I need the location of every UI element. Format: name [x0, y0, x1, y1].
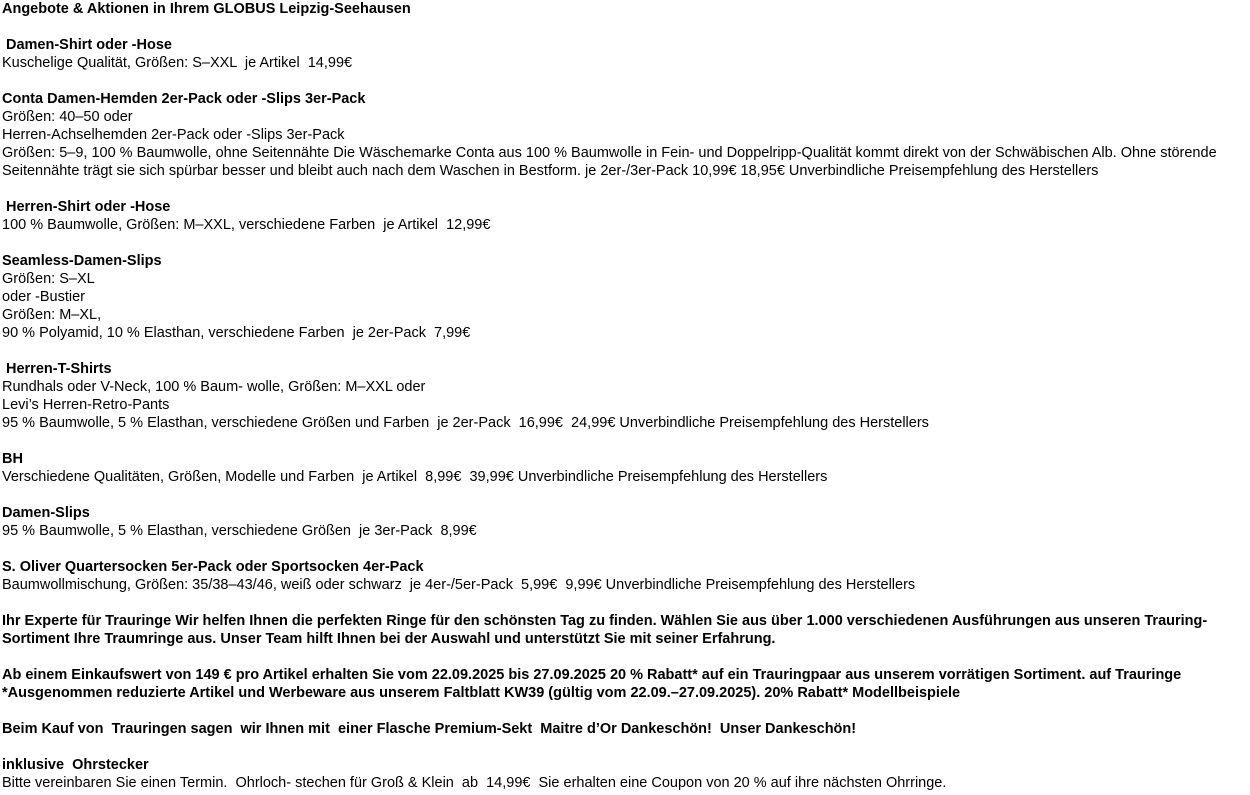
offer-text: Bitte vereinbaren Sie einen Termin. Ohrloch- stechen für Groß & Klein ab 14,99€ Sie erhalten eine Coupon von 20 % auf ihre nächsten Ohrringe. [2, 775, 947, 791]
spacer [2, 738, 1248, 756]
spacer [2, 648, 1248, 666]
offer-conta [2, 90, 1248, 180]
offer-title: inklusive Ohrstecker [2, 757, 149, 773]
offer-text: oder -Bustier [2, 289, 86, 305]
spacer [2, 234, 1248, 252]
offer-bh [2, 450, 1248, 486]
spacer [2, 342, 1248, 360]
offer-title: Herren-Shirt oder -Hose [6, 199, 171, 215]
spacer [2, 72, 1248, 90]
offer-damen-shirt [2, 36, 1248, 72]
offer-title: S. Oliver Quartersocken 5er-Pack oder Sportsocken 4er-Pack [2, 559, 424, 575]
offer-text: Baumwollmischung, Größen: 35/38–43/46, weiß oder schwarz je 4er-/5er-Pack 5,99€ 9,99€ Unverbindliche Preisempfehlung des Herstellers [2, 577, 916, 593]
spacer [2, 432, 1248, 450]
offer-ohrloch [2, 756, 1248, 792]
offer-title: Seamless-Damen-Slips [2, 253, 162, 269]
offer-title: Damen-Shirt oder -Hose [6, 37, 172, 53]
offer-description: Größen: 5–9, 100 % Baumwolle, ohne Seitennähte Die Wäschemarke Conta aus 100 % Baumwolle in Fein- und Doppelripp-Qualität kommt direkt von der Schwäbischen Alb. Ohne störende Seitennähte trägt sie sich spürbar besser und bleibt auch nach dem Waschen in Bestform. je 2er-/3er-Pack 10,99€ 18,95€ Unverbindliche Preisempfehlung des Herstellers [2, 145, 1217, 179]
offer-text: Rundhals oder V-Neck, 100 % Baum- wolle, Größen: M–XXL oder [2, 379, 426, 395]
page-title: Angebote & Aktionen in Ihrem GLOBUS Leipzig-Seehausen [2, 1, 411, 17]
rabatt-text: Ab einem Einkaufswert von 149 € pro Artikel erhalten Sie vom 22.09.2025 bis 27.09.2025 20 % Rabatt* auf ein Trauringpaar aus unserem vorrätigen Sortiment. auf Trauringe *Ausgenommen reduzierte Artikel und Werbeware aus unserem Faltblatt KW39 (gültig vom 22.09.–27.09.2025). 20% Rabatt* Modellbeispiele [2, 667, 1182, 701]
offer-text: Kuschelige Qualität, Größen: S–XXL je Artikel 14,99€ [2, 55, 353, 71]
spacer [2, 540, 1248, 558]
spacer [2, 594, 1248, 612]
offer-text: Levi’s Herren-Retro-Pants [2, 397, 170, 413]
offer-herren-tshirts [2, 360, 1248, 432]
trauringe-dankeschoen [2, 720, 1248, 738]
offer-text: 100 % Baumwolle, Größen: M–XXL, verschiedene Farben je Artikel 12,99€ [2, 217, 491, 233]
offer-title: Damen-Slips [2, 505, 90, 521]
offer-title: Herren-T-Shirts [6, 361, 112, 377]
spacer [2, 486, 1248, 504]
spacer [2, 18, 1248, 36]
offer-text: 95 % Baumwolle, 5 % Elasthan, verschiedene Größen je 3er-Pack 8,99€ [2, 523, 477, 539]
offer-text: 90 % Polyamid, 10 % Elasthan, verschiedene Farben je 2er-Pack 7,99€ [2, 325, 471, 341]
offer-text: Verschiedene Qualitäten, Größen, Modelle und Farben je Artikel 8,99€ 39,99€ Unverbindliche Preisempfehlung des Herstellers [2, 469, 828, 485]
trauringe-rabatt [2, 666, 1248, 702]
dankeschoen-text: Beim Kauf von Trauringen sagen wir Ihnen mit einer Flasche Premium-Sekt Maitre d’Or Dankeschön! Unser Dankeschön! [2, 721, 857, 737]
offer-damen-slips [2, 504, 1248, 540]
trauringe-expert [2, 612, 1248, 648]
offer-seamless-slips [2, 252, 1248, 342]
spacer [2, 180, 1248, 198]
offer-text: Größen: S–XL [2, 271, 95, 287]
trauringe-text: Ihr Experte für Trauringe Wir helfen Ihnen die perfekten Ringe für den schönsten Tag zu finden. Wählen Sie aus über 1.000 verschiedenen Ausführungen aus unseren Trauring-Sortiment Ihre Traumringe aus. Unser Team hilft Ihnen bei der Auswahl und unterstützt Sie mit seiner Erfahrung. [2, 613, 1208, 647]
offer-text: Herren-Achselhemden 2er-Pack oder -Slips 3er-Pack [2, 127, 345, 143]
offer-text: Größen: 40–50 oder [2, 109, 133, 125]
offer-socken [2, 558, 1248, 594]
spacer [2, 702, 1248, 720]
offer-title: BH [2, 451, 23, 467]
offer-text: 95 % Baumwolle, 5 % Elasthan, verschiedene Größen und Farben je 2er-Pack 16,99€ 24,99€ Unverbindliche Preisempfehlung des Herstellers [2, 415, 929, 431]
offer-herren-shirt [2, 198, 1248, 234]
offer-title: Conta Damen-Hemden 2er-Pack oder -Slips 3er-Pack [2, 91, 366, 107]
offer-text: Größen: M–XL, [2, 307, 102, 323]
